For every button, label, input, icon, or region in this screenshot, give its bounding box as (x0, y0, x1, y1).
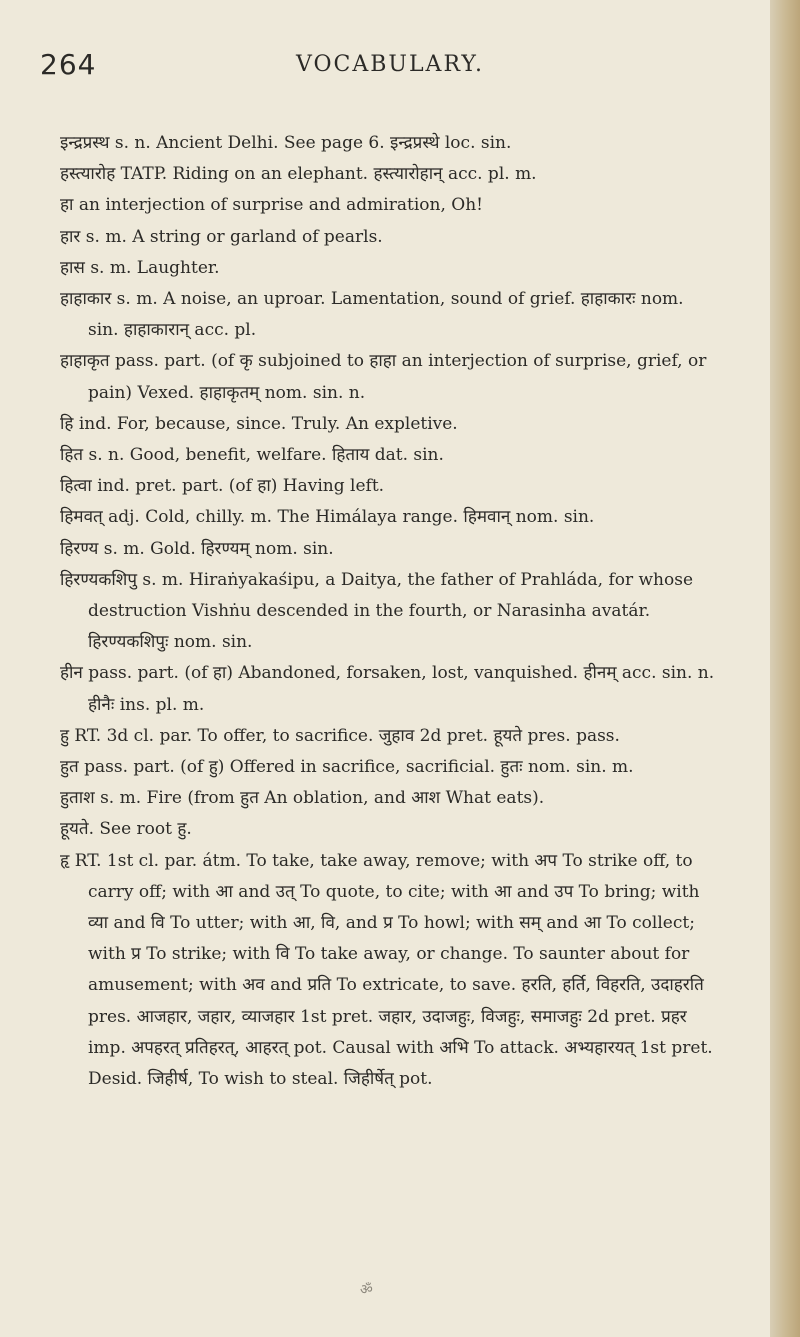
vocabulary-entry: हिमवत् adj. Cold, chilly. m. The Himálaya range. हिमवान् nom. sin. (60, 507, 595, 528)
vocabulary-entry: हित s. n. Good, benefit, welfare. हिताय dat. sin. (60, 445, 444, 466)
vocabulary-entry: हस्त्यारोह TATP. Riding on an elephant. हस्त्यारोहान् acc. pl. m. (60, 164, 537, 185)
running-head: VOCABULARY. (295, 52, 485, 77)
vocabulary-entry: हार s. m. A string or garland of pearls. (60, 226, 383, 247)
page-number: 264 (40, 48, 97, 81)
vocabulary-entry: हुत pass. part. (of हु) Offered in sacrifice, sacrificial. हुतः nom. sin. m. (60, 757, 634, 778)
vocabulary-entry: हु RT. 3d cl. par. To offer, to sacrifice. जुहाव 2d pret. हूयते pres. pass. (60, 725, 620, 746)
vocabulary-entry: हृ RT. 1st cl. par. átm. To take, take away, remove; with अप To strike off, to carry off; with आ and उत् To quote, to cite; with आ and उप To bring; with व्या and वि To utter; with आ, वि, and प्र To howl; with सम् and आ To collect; with प्र To strike; with वि To take away, or change. To saunter about for amusement; with अव and प्रति To extricate, to save. हरति, हर्ति, विहरति, उदाहरति pres. आजहार, जहार, व्याजहार 1st pret. जहार, उदाजहुः, विजहुः, समाजहुः 2d pret. प्रहर imp. अपहरत् प्रतिहरत्, आहरत् pot. Causal with अभि To attack. अभ्यहारयत् 1st pret. Desid. जिहीर्ष, To wish to steal. जिहीर्षेत् pot. (60, 850, 713, 1090)
vocabulary-entry: हि ind. For, because, since. Truly. An expletive. (60, 413, 458, 434)
vocabulary-entry: हाहाकृत pass. part. (of कृ subjoined to हाहा an interjection of surprise, grief, or pain) Vexed. हाहाकृतम् nom. sin. n. (60, 351, 707, 403)
vocabulary-entry: हास s. m. Laughter. (60, 257, 220, 278)
vocabulary-entry: हूयते. See root हु. (60, 819, 192, 840)
vocabulary-entry: हाहाकार s. m. A noise, an uproar. Lamentation, sound of grief. हाहाकारः nom. sin. हाहाकारान् acc. pl. (60, 289, 684, 341)
footer-mark: ॐ (360, 1282, 373, 1298)
vocabulary-entry: हिरण्यकशिपु s. m. Hiraṅyakaśipu, a Daitya, the father of Prahláda, for whose destruction Vishṅu descended in the fourth, or Narasinha avatár. (60, 569, 694, 622)
page-header (40, 48, 740, 88)
vocabulary-entry: हुताश s. m. Fire (from हुत An oblation, and आश What eats). (60, 788, 545, 809)
vocabulary-entry: इन्द्रप्रस्थ s. n. Ancient Delhi. See page 6. इन्द्रप्रस्थे loc. sin. (60, 133, 512, 153)
vocabulary-entry: हीन pass. part. (of हा) Abandoned, forsaken, lost, vanquished. हीनम् acc. sin. n. हीनैः ins. pl. m. (60, 663, 715, 715)
vocabulary-entry: हिरण्यकशिपुः nom. sin. (88, 632, 253, 653)
vocabulary-entry: हिरण्य s. m. Gold. हिरण्यम् nom. sin. (60, 538, 334, 559)
vocabulary-entry: हा an interjection of surprise and admiration, Oh! (60, 195, 483, 216)
page-edge (770, 0, 800, 1337)
vocabulary-entry: हित्वा ind. pret. part. (of हा) Having left. (60, 476, 385, 497)
vocabulary-entries (60, 128, 715, 1095)
